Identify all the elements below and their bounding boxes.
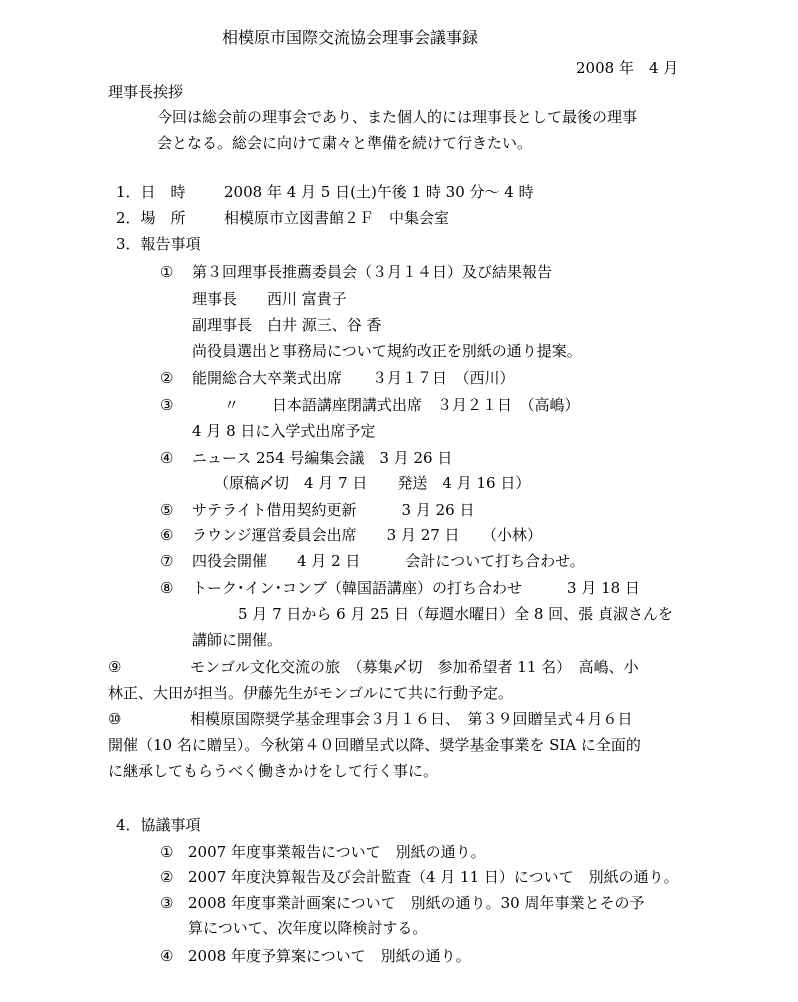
report-item-detail: 開催（10 名に贈呈）。今秋第４０回贈呈式以降、奨学基金事業を SIA に全面的 xyxy=(108,736,641,754)
report-item-detail: 副理事長 白井 源三、谷 香 xyxy=(192,316,382,334)
report-item-detail: 林正、大田が担当。伊藤先生がモンゴルにて共に行動予定。 xyxy=(108,684,514,702)
report-item: 能開総合大卒業式出席 ３月１７日 （西川） xyxy=(192,369,515,387)
report-item-detail: 講師に開催。 xyxy=(192,631,283,649)
deliberation-item-detail: 算について、次年度以降検討する。 xyxy=(188,919,428,937)
report-item: 相模原国際奨学基金理事会３月１６日、 第３９回贈呈式４月６日 xyxy=(190,710,633,728)
item-number: ③ xyxy=(160,894,174,912)
report-item-detail: （原稿〆切 4 月 7 日 発送 4 月 16 日） xyxy=(214,474,531,492)
ditto-mark: 〃 xyxy=(224,396,240,414)
place-value: 相模原市立図書館２Ｆ 中集会室 xyxy=(224,209,450,227)
item-number: ⑧ xyxy=(160,579,174,597)
report-item: モンゴル文化交流の旅 （募集〆切 参加希望者 11 名） 高嶋、小 xyxy=(190,658,639,676)
report-item-detail: 4 月 8 日に入学式出席予定 xyxy=(192,422,376,440)
report-item-detail: 尚役員選出と事務局について規約改正を別紙の通り提案。 xyxy=(192,342,582,360)
deliberation-item: 2008 年度予算案について 別紙の通り。 xyxy=(188,947,471,965)
report-item-detail: 理事長 西川 富貴子 xyxy=(192,290,347,308)
item-number: ⑤ xyxy=(160,501,174,519)
report-heading: 3．報告事項 xyxy=(116,235,201,253)
item-number: ① xyxy=(160,263,174,281)
deliberation-item: 2007 年度決算報告及び会計監査（4 月 11 日）について 別紙の通り。 xyxy=(188,868,679,886)
report-item: 第３回理事長推薦委員会（３月１４日）及び結果報告 xyxy=(192,263,553,281)
item-number: ⑩ xyxy=(108,710,122,728)
datetime-value: 2008 年 4 月 5 日(土)午後 1 時 30 分～ 4 時 xyxy=(224,183,534,201)
item-number: ④ xyxy=(160,947,174,965)
deliberation-item: 2008 年度事業計画案について 別紙の通り。30 周年事業とその予 xyxy=(188,894,645,912)
report-item: トーク･イン･コンブ（韓国語講座）の打ち合わせ 3 月 18 日 xyxy=(192,579,640,597)
item-number: ⑨ xyxy=(108,658,122,676)
item-number: ④ xyxy=(160,449,174,467)
datetime-label: 1．日 時 xyxy=(116,183,186,201)
greeting-line: 会となる。総会に向けて粛々と準備を続けて行きたい。 xyxy=(157,134,533,152)
greeting-line: 今回は総会前の理事会であり、また個人的には理事長として最後の理事 xyxy=(157,108,638,126)
document-date: 2008 年 4 月 xyxy=(576,59,679,77)
report-item: サテライト借用契約更新 3 月 26 日 xyxy=(192,501,475,519)
deliberation-heading: 4．協議事項 xyxy=(116,816,201,834)
place-label: 2．場 所 xyxy=(116,209,186,227)
report-item: ニュース 254 号編集会議 3 月 26 日 xyxy=(192,449,453,467)
greeting-heading: 理事長挨拶 xyxy=(108,83,184,101)
deliberation-item: 2007 年度事業報告について 別紙の通り。 xyxy=(188,843,486,861)
item-number: ② xyxy=(160,369,174,387)
document-title: 相模原市国際交流協会理事会議事録 xyxy=(222,28,479,47)
report-item-detail: に継承してもらうべく働きかけをして行く事に。 xyxy=(108,762,439,780)
item-number: ⑥ xyxy=(160,526,174,544)
report-item: ラウンジ運営委員会出席 3 月 27 日 （小林） xyxy=(192,526,543,544)
report-item-detail: 5 月 7 日から 6 月 25 日（毎週水曜日）全 8 回、張 貞淑さんを xyxy=(238,605,673,623)
item-number: ⑦ xyxy=(160,552,174,570)
item-number: ③ xyxy=(160,396,174,414)
report-item: 日本語講座閉講式出席 ３月２１日 （高嶋） xyxy=(272,396,580,414)
report-item: 四役会開催 4 月 2 日 会計について打ち合わせ。 xyxy=(192,552,585,570)
item-number: ② xyxy=(160,868,174,886)
item-number: ① xyxy=(160,843,174,861)
